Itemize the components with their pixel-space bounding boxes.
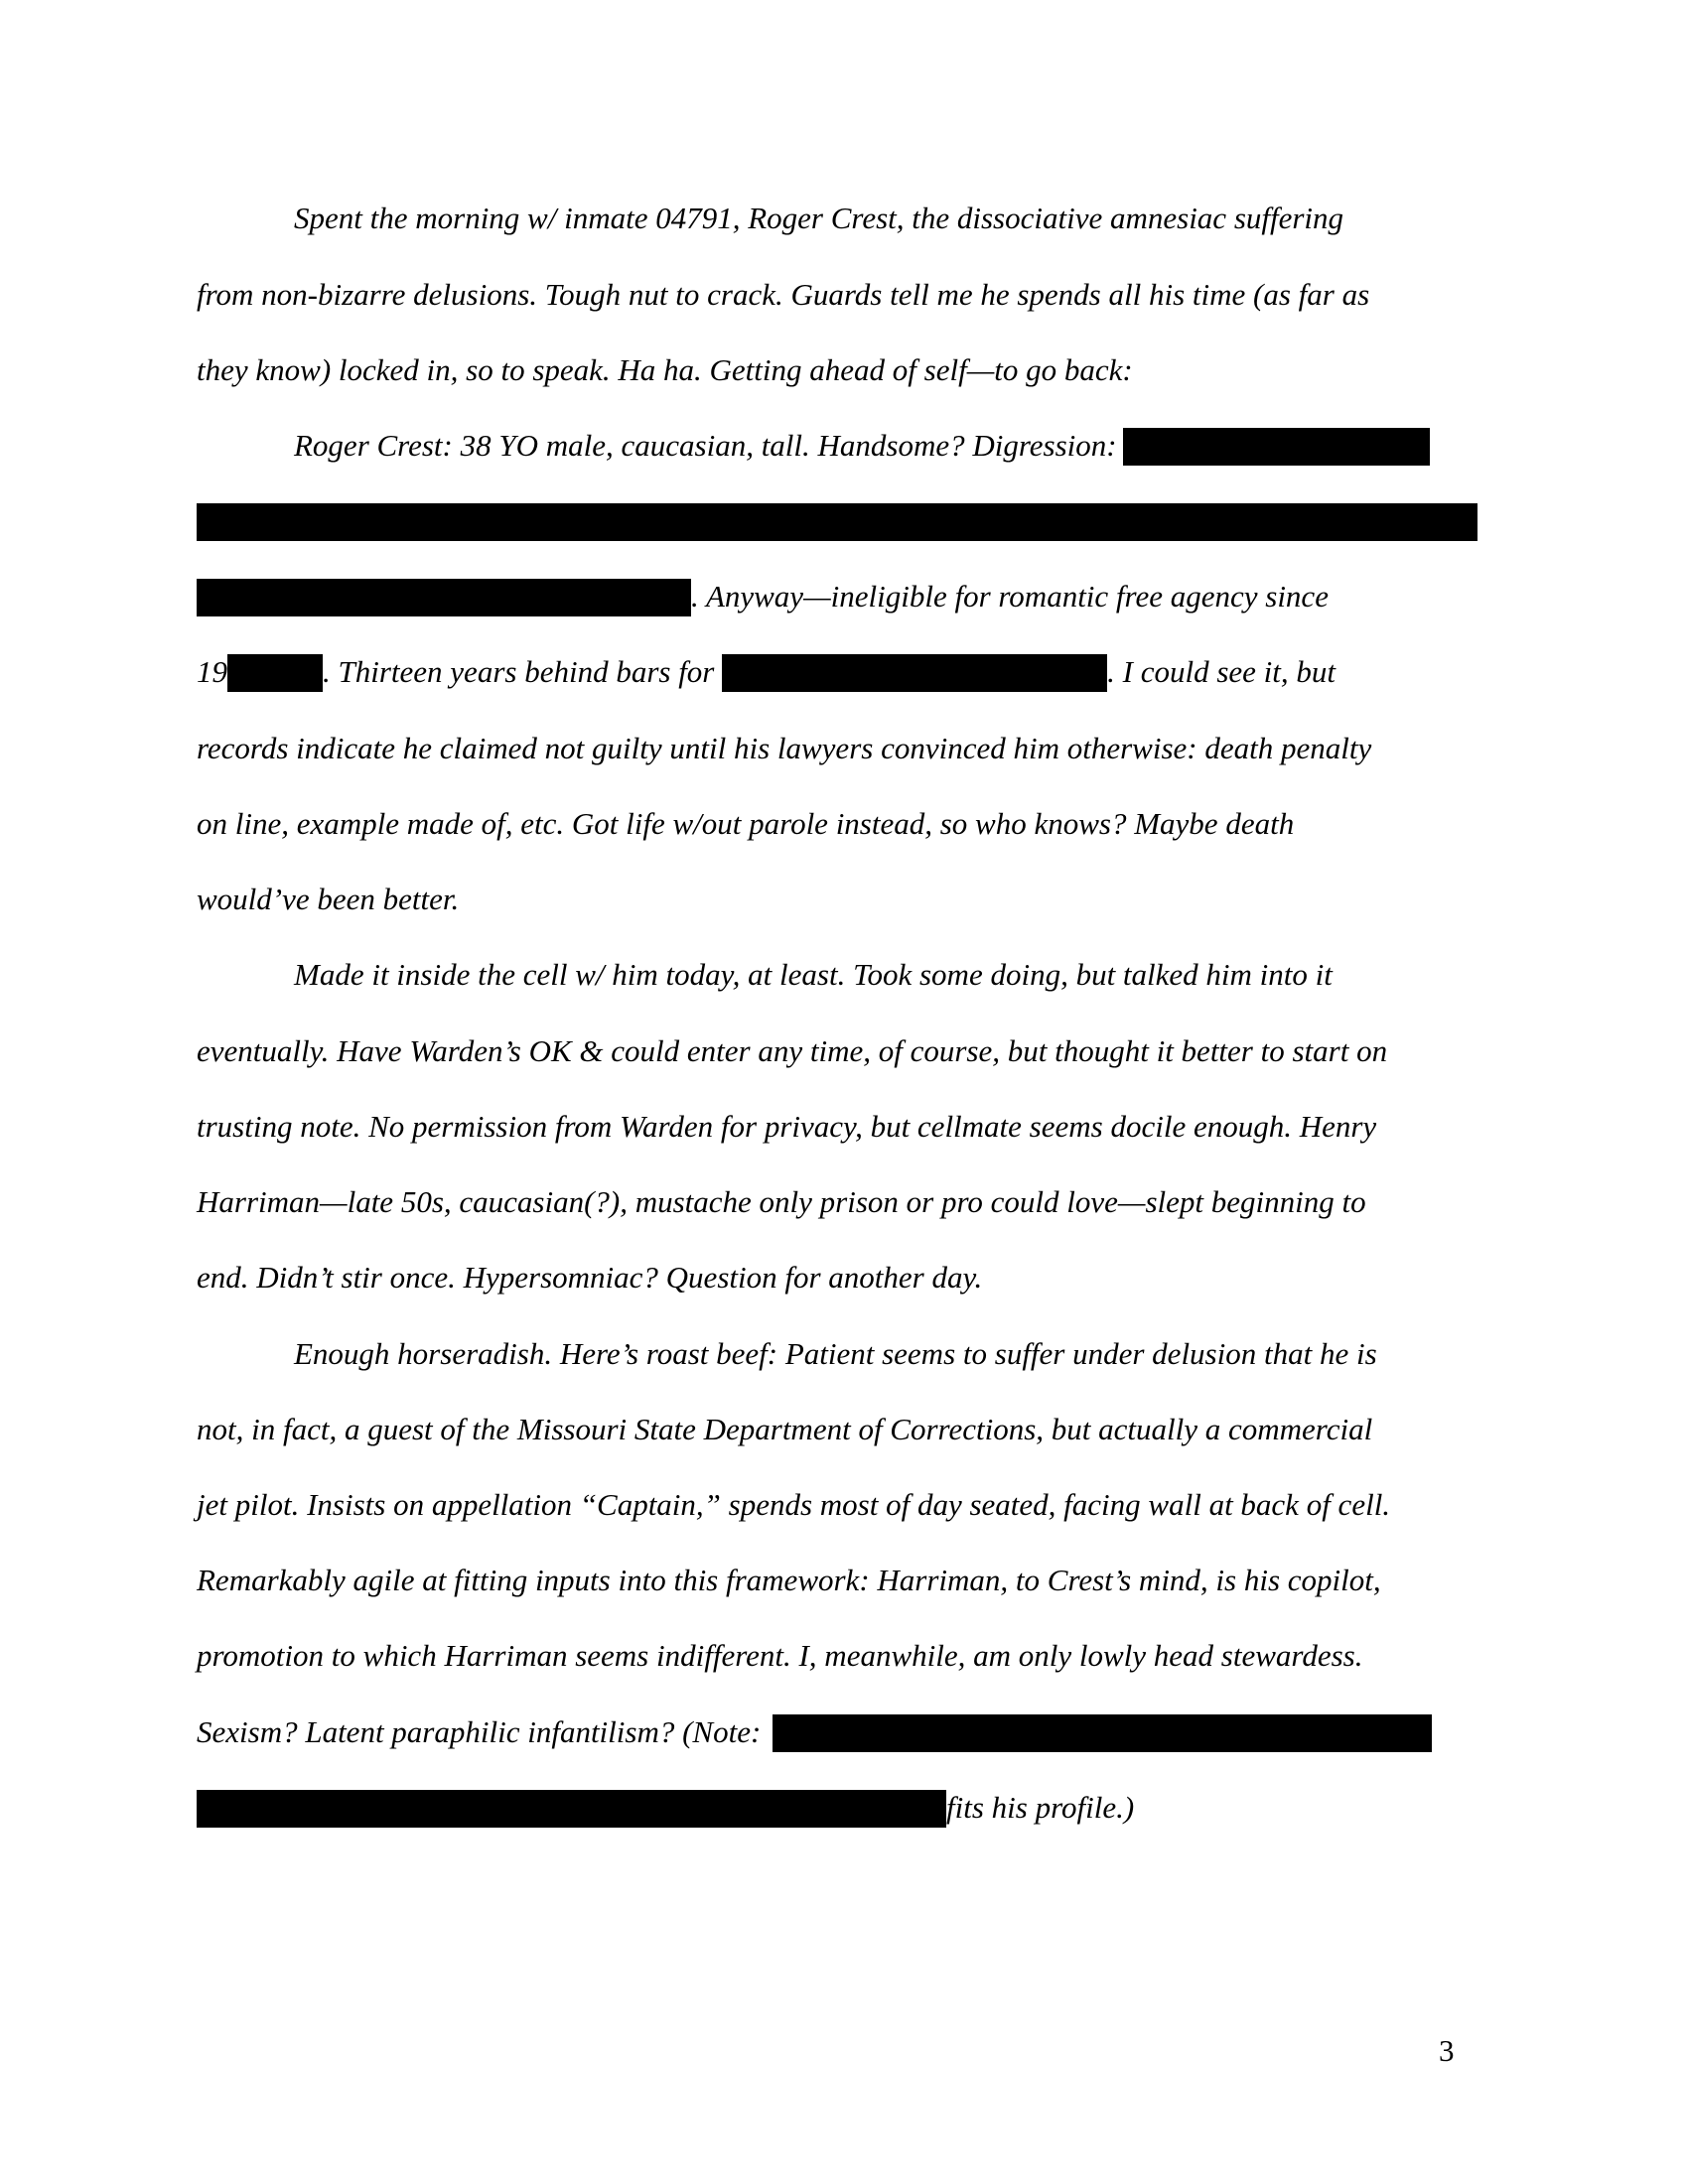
redaction-bar [722,654,1107,692]
text-line [197,1182,1366,1222]
line-text: promotion to which Harriman seems indifferent. I, meanwhile, am only lowly head stewardess. [197,1638,1363,1673]
line-text: Remarkably agile at fitting inputs into this framework: Harriman, to Crest’s mind, is his copilot, [197,1563,1381,1597]
text-line [197,577,1329,616]
page-number: 3 [1439,2033,1455,2068]
line-text: on line, example made of, etc. Got life w/out parole instead, so who knows? Maybe death [197,806,1295,841]
text-line [197,501,1477,541]
line-text: jet pilot. Insists on appellation “Captain,” spends most of day seated, facing wall at back of cell. [197,1487,1391,1522]
text-line [294,955,1333,995]
line-text: trusting note. No permission from Warden for privacy, but cellmate seems docile enough. Henry [197,1109,1377,1144]
line-text: Made it inside the cell w/ him today, at least. Took some doing, but talked him into it [294,957,1333,992]
text-line [197,1561,1381,1600]
text-line [197,1410,1372,1449]
line-text: eventually. Have Warden’s OK & could enter any time, of course, but thought it better to start on [197,1033,1388,1068]
line-text: Spent the morning w/ inmate 04791, Roger Crest, the dissociative amnesiac suffering [294,201,1344,235]
text-line [197,350,1133,390]
text-line [294,1334,1377,1374]
text-line [197,880,459,919]
redaction-bar [197,579,691,616]
line-text: they know) locked in, so to speak. Ha ha. Getting ahead of self—to go back: [197,352,1133,387]
redaction-bar [1123,428,1430,466]
line-text: . Anyway—ineligible for romantic free agency since [691,579,1329,614]
line-text: Harriman—late 50s, caucasian(?), mustache only prison or pro could love—slept beginning to [197,1184,1366,1219]
line-text: 19 [197,654,227,689]
line-text: would’ve been better. [197,882,460,916]
line-text: Roger Crest: 38 YO male, caucasian, tall. Handsome? Digression: [294,428,1117,463]
redaction-bar [773,1714,1432,1752]
text-line [197,275,1369,315]
text-line [197,1788,1134,1828]
text-line [197,1258,982,1297]
redaction-bar [227,654,323,692]
text-line [197,1485,1390,1525]
text-line [197,729,1371,768]
text-line [197,1636,1362,1676]
redaction-bar [197,1790,946,1828]
text-line [197,804,1294,844]
line-text: . I could see it, but [1107,654,1336,689]
line-text: end. Didn’t stir once. Hypersomniac? Question for another day. [197,1260,983,1295]
line-text: not, in fact, a guest of the Missouri State Department of Corrections, but actually a commercial [197,1412,1373,1446]
text-line [197,652,1336,692]
line-text: from non-bizarre delusions. Tough nut to crack. Guards tell me he spends all his time (as far as [197,277,1370,312]
line-text: . Thirteen years behind bars for [323,654,723,689]
line-text: Enough horseradish. Here’s roast beef: Patient seems to suffer under delusion that he is [294,1336,1377,1371]
redaction-bar [197,503,1477,541]
line-text: fits his profile.) [946,1790,1135,1825]
text-line [197,1031,1387,1071]
line-text: records indicate he claimed not guilty until his lawyers convinced him otherwise: death penalty [197,731,1372,765]
text-line [197,1107,1376,1147]
line-text: Sexism? Latent paraphilic infantilism? (Note: [197,1714,762,1749]
text-line [294,426,1430,466]
text-line [294,199,1343,238]
text-line [197,1712,1432,1752]
